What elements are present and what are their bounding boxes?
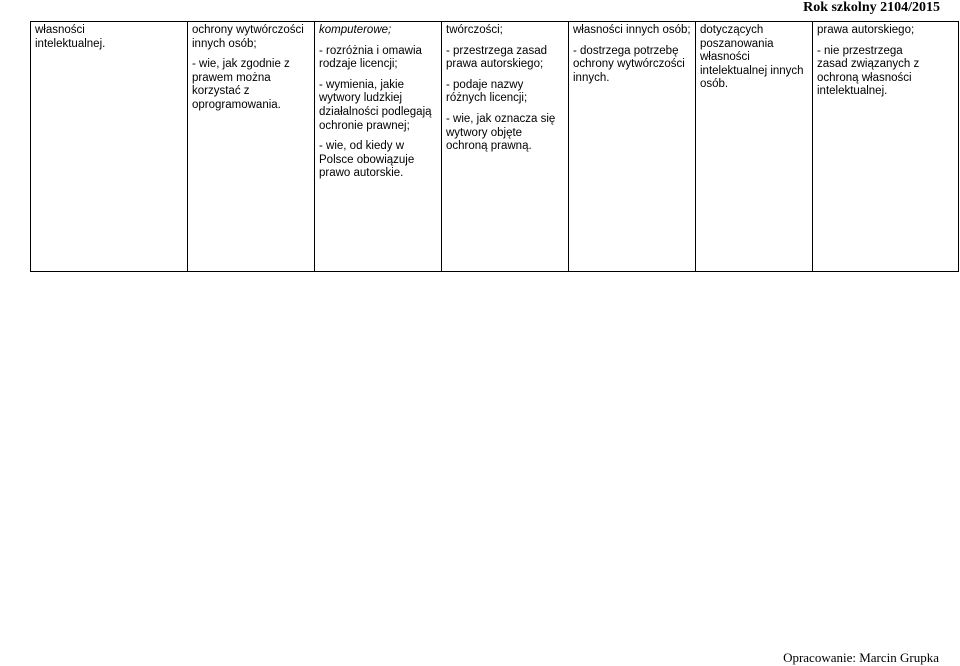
school-year-header: Rok szkolny 2104/2015 — [803, 0, 940, 15]
cell-paragraph: - wymienia, jakie wytwory ludzkiej działalności podlegają ochronie prawnej; — [319, 78, 432, 132]
cell-paragraph: - podaje nazwy różnych licencji; — [446, 78, 528, 105]
cell-paragraph: własności intelektualnej. — [35, 24, 106, 50]
table-cell-col-4 — [442, 22, 569, 272]
table-cell-col-7 — [813, 22, 959, 272]
cell-paragraph: - wie, od kiedy w Polsce obowiązuje prawo autorskie. — [319, 140, 415, 180]
table-cell-col-2 — [188, 22, 315, 272]
author-footer: Opracowanie: Marcin Grupka — [783, 650, 939, 665]
table-cell-col-3 — [315, 22, 442, 272]
cell-paragraph: ochrony wytwórczości innych osób; — [192, 24, 304, 50]
table-cell-col-5 — [569, 22, 696, 272]
cell-paragraph: własności innych osób; — [573, 24, 691, 36]
cell-paragraph: dotyczących poszanowania własności intelektualnej innych osób. — [700, 24, 804, 91]
cell-paragraph: - nie przestrzega zasad związanych z ochroną własności intelektualnej. — [817, 44, 920, 98]
table-row — [31, 22, 959, 272]
cell-paragraph: - wie, jak oznacza się wytwory objęte ochroną prawną. — [446, 112, 556, 153]
requirements-table — [30, 21, 959, 272]
cell-paragraph: twórczości; — [446, 24, 503, 36]
cell-paragraph: prawa autorskiego; — [817, 24, 915, 36]
cell-paragraph: - wie, jak zgodnie z prawem można korzystać z oprogramowania. — [192, 58, 290, 111]
table-cell-col-6 — [696, 22, 813, 272]
cell-paragraph: komputerowe; — [319, 24, 392, 36]
cell-paragraph: - rozróżnia i omawia rodzaje licencji; — [319, 44, 422, 71]
cell-paragraph: - dostrzega potrzebę ochrony wytwórczości innych. — [573, 44, 685, 84]
table-cell-col-1 — [31, 22, 188, 272]
cell-paragraph: - przestrzega zasad prawa autorskiego; — [446, 44, 547, 71]
